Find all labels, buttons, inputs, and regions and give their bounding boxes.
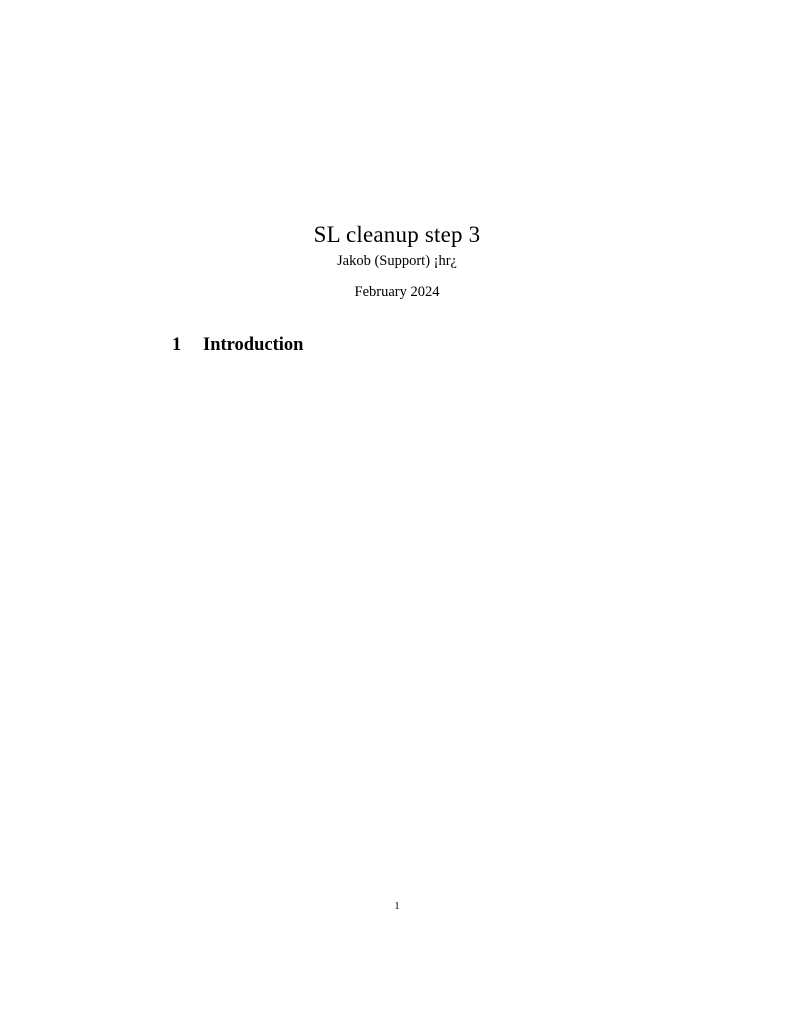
section-number: 1 — [172, 335, 182, 355]
section-heading-introduction — [172, 335, 303, 356]
document-title: SL cleanup step 3 — [313, 222, 481, 248]
document-author: Jakob (Support) ¡hr¿ — [336, 253, 457, 269]
section-title: Introduction — [203, 335, 304, 355]
page-number: 1 — [394, 901, 400, 912]
document-date: February 2024 — [354, 284, 440, 300]
